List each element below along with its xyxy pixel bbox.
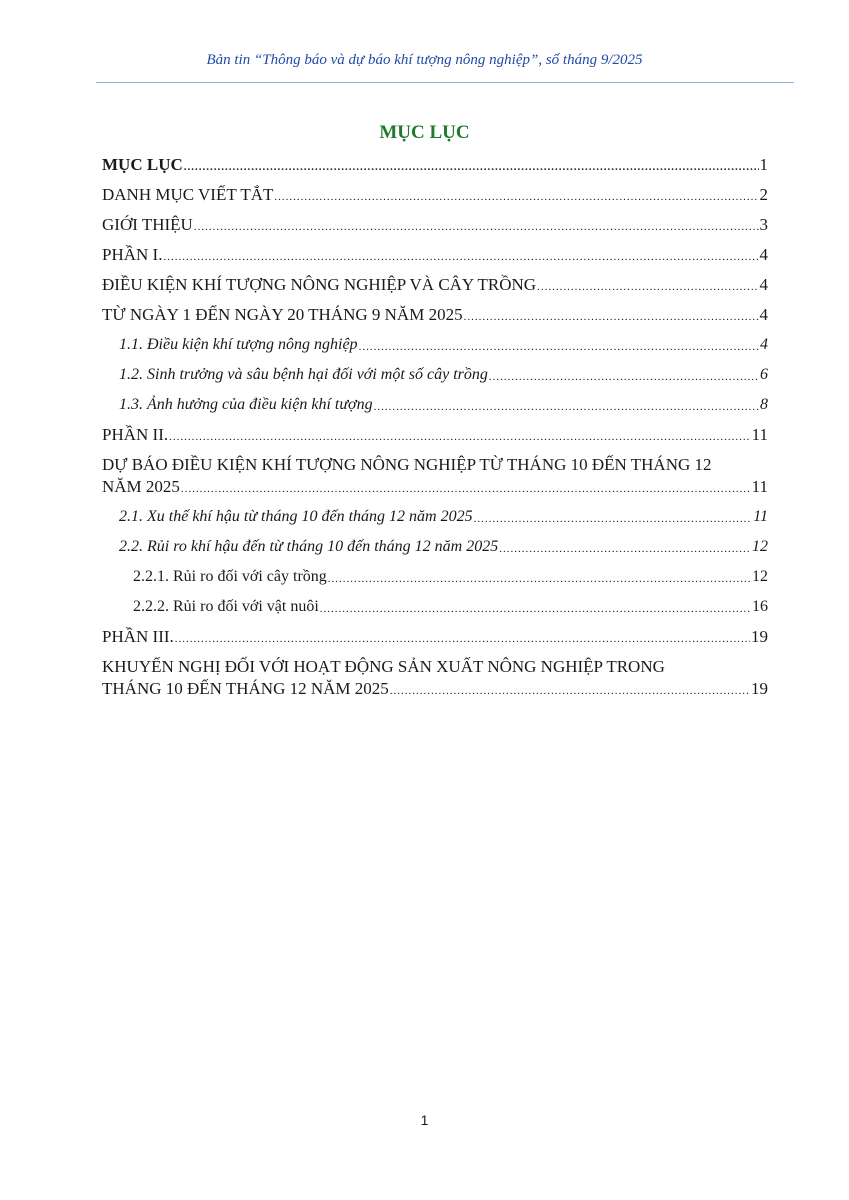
toc-entry-khuyen-nghi[interactable] [102,656,768,700]
toc-entry-label: PHẦN III. [102,627,174,646]
toc-entry-1-3[interactable] [102,394,768,416]
toc-page-number: 4 [759,245,768,264]
toc-page-number: 12 [752,568,768,585]
toc-entry-phan-3[interactable] [102,626,768,648]
toc-entry-phan-1[interactable] [102,244,768,266]
toc-entry-label: PHẦN II. [102,425,169,444]
toc-entry-1-1[interactable] [102,334,768,356]
toc-entry-label: 1.3. Ảnh hưởng của điều kiện khí tượng [119,396,373,413]
dot-leader [181,484,751,494]
toc-entry-tu-ngay[interactable] [102,304,768,326]
dot-leader [175,634,750,644]
dot-leader [163,252,758,262]
toc-entry-du-bao[interactable] [102,454,768,498]
toc-page-number: 4 [760,336,768,353]
toc-entry-1-2[interactable] [102,364,768,386]
toc-entry-dieu-kien[interactable] [102,274,768,296]
dot-leader [194,222,759,232]
dot-leader [499,544,751,554]
dot-leader [474,514,753,524]
dot-leader [320,604,751,614]
toc-entry-label: MỤC LỤC [102,155,183,174]
toc-page-number: 2 [759,185,768,204]
toc-page-number: 4 [759,275,768,294]
toc-entry-label: 2.1. Xu thế khí hậu từ tháng 10 đến tháng 12 năm 2025 [119,508,473,525]
toc-page-number: 1 [759,155,768,174]
dot-leader [359,342,759,352]
toc-page-number: 8 [760,396,768,413]
dot-leader [184,162,759,172]
toc-entry-label: DANH MỤC VIẾT TẮT [102,185,274,204]
dot-leader [390,686,750,696]
toc-entry-label: 2.2. Rủi ro khí hậu đến từ tháng 10 đến tháng 12 năm 2025 [119,538,499,555]
toc-entry-label: 2.2.2. Rủi ro đối với vật nuôi [133,598,319,615]
dot-leader [374,402,759,412]
toc-entry-label: 1.2. Sinh trưởng và sâu bệnh hại đối với một số cây trồng [119,366,488,383]
toc-page-number: 11 [751,425,768,444]
toc-entry-label: TỪ NGÀY 1 ĐẾN NGÀY 20 THÁNG 9 NĂM 2025 [102,305,463,324]
toc-entry-label: 2.2.1. Rủi ro đối với cây trồng [133,568,327,585]
running-header: Bản tin “Thông báo và dự báo khí tượng nông nghiệp”, số tháng 9/2025 [206,52,643,68]
toc-entry-phan-2[interactable] [102,424,768,446]
toc-entry-danh-muc-viet-tat[interactable] [102,184,768,206]
dot-leader [328,574,751,584]
dot-leader [274,192,758,202]
toc-entry-label: GIỚI THIỆU [102,215,193,234]
toc-entry-label: ĐIỀU KIỆN KHÍ TƯỢNG NÔNG NGHIỆP VÀ CÂY TRỒNG [102,275,537,294]
toc-page-number: 19 [751,679,768,698]
toc-page-number: 12 [752,538,768,555]
page-number-footer: 1 [420,1112,429,1128]
toc-entry-label-line2: NĂM 2025 [102,477,180,496]
dot-leader [169,432,751,442]
dot-leader [489,372,759,382]
toc-page-number: 3 [759,215,768,234]
toc-entry-muc-luc[interactable] [102,154,768,176]
toc-entry-2-2-1[interactable] [102,566,768,588]
toc-page-number: 19 [751,627,768,646]
page-title: MỤC LỤC [379,122,470,143]
header-divider [96,82,794,83]
dot-leader [464,312,759,322]
toc-entry-label: 1.1. Điều kiện khí tượng nông nghiệp [119,336,358,353]
toc-entry-label-line1: DỰ BÁO ĐIỀU KIỆN KHÍ TƯỢNG NÔNG NGHIỆP TỪ THÁNG 10 ĐẾN THÁNG 12 [102,455,712,474]
toc-page-number: 6 [760,366,768,383]
toc-entry-gioi-thieu[interactable] [102,214,768,236]
toc-page-number: 4 [759,305,768,324]
toc-entry-2-2-2[interactable] [102,596,768,618]
dot-leader [537,282,758,292]
table-of-contents [102,154,768,700]
toc-page-number: 11 [753,508,768,525]
toc-entry-2-1[interactable] [102,506,768,528]
toc-page-number: 11 [751,477,768,496]
toc-entry-label-line1: KHUYẾN NGHỊ ĐỐI VỚI HOẠT ĐỘNG SẢN XUẤT NÔNG NGHIỆP TRONG [102,657,665,676]
toc-entry-label-line2: THÁNG 10 ĐẾN THÁNG 12 NĂM 2025 [102,679,389,698]
toc-entry-2-2[interactable] [102,536,768,558]
toc-entry-label: PHẦN I. [102,245,163,264]
toc-page-number: 16 [752,598,768,615]
